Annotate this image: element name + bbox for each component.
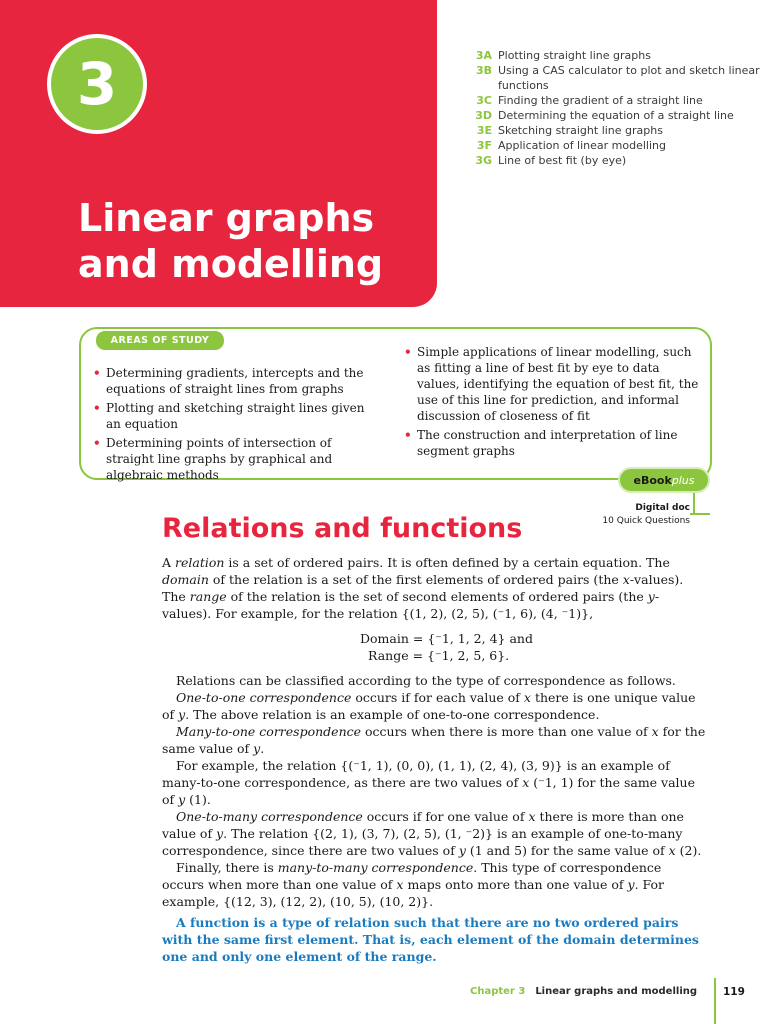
chapter-contents [462,48,762,168]
chapter-title-line2: and modelling [78,242,384,286]
toc-title: Finding the gradient of a straight line [498,94,703,107]
text: occurs if for one value of [362,809,529,824]
variable: y [627,877,635,892]
list-item [404,427,704,459]
variable: x [523,690,531,705]
ebook-connector [693,493,695,515]
toc-code: 3G [475,154,492,167]
text: occurs if for each value of [351,690,524,705]
text: A [162,555,176,570]
text: for the same value of [162,724,706,756]
paragraph [162,554,707,622]
text: -values). The [162,572,684,604]
term: Many-to-one correspondence [176,724,362,739]
variable: x [528,809,536,824]
toc-title: Plotting straight line graphs [498,49,651,62]
paragraph [162,859,707,910]
toc-item [462,138,762,153]
variable: y [178,707,186,722]
toc-item [462,48,762,63]
text: -values). For example, for the relation {(1, 2), (2, 5), (⁻1, 6), (4, ⁻1)}, [162,589,660,621]
digital-doc-title: Digital doc [635,503,690,513]
domain-equation: Domain = {⁻1, 1, 2, 4} and [360,631,533,646]
footer-chapter-title: Linear graphs and modelling [535,986,698,997]
toc-item [462,108,762,123]
term: One-to-one correspondence [176,690,352,705]
chapter-title-line1: Linear graphs [78,196,375,240]
toc-item [462,153,762,168]
text: is a set of ordered pairs. It is often defined by a certain equation. The [224,555,670,570]
text: (⁻1, 1) for the same value of [162,775,695,807]
term: relation [175,555,225,570]
term: domain [162,572,209,587]
bullet-icon: • [404,428,412,442]
toc-item [462,63,762,93]
toc-title: Using a CAS calculator to plot and sketch linear functions [498,64,760,92]
list-item-text: The construction and interpretation of line segment graphs [417,428,678,458]
areas-of-study-left-list [93,365,383,486]
page-number: 119 [723,986,745,998]
text: maps onto more than one value of [403,877,628,892]
term: range [189,589,227,604]
paragraph [162,723,707,757]
variable: x [522,775,530,790]
toc-item [462,93,762,108]
text: (2). [675,843,702,858]
variable: y [253,741,261,756]
list-item-text: Determining points of intersection of straight line graphs by graphical and algebraic methods [106,436,333,482]
text: there is one unique value of [162,690,696,722]
range-equation: Range = {⁻1, 2, 5, 6}. [368,648,510,663]
page-footer [470,986,697,997]
digital-doc-link[interactable] [600,502,690,528]
variable: x [622,572,630,587]
list-item-text: Plotting and sketching straight lines given an equation [106,401,365,431]
variable: y [216,826,224,841]
variable: x [396,877,404,892]
list-item [93,365,383,397]
section-body [162,554,707,965]
areas-of-study-right-list [404,344,704,462]
list-item [93,435,383,483]
term: many-to-many correspondence [277,860,474,875]
list-item-text: Simple applications of linear modelling, such as fitting a line of best fit by eye to data values, identifying the equation of best fit, the use of this line for prediction, and informal discussion of closeness of fit [417,345,699,423]
domain-range-equations [162,630,707,664]
variable: x [668,843,676,858]
text: (1). [185,792,211,807]
section-heading: Relations and functions [162,513,523,544]
list-item-text: Determining gradients, intercepts and the equations of straight lines from graphs [106,366,364,396]
text: occurs when there is more than one value of [361,724,652,739]
function-definition: A function is a type of relation such that there are no two ordered pairs with the same first element. That is, each element of the domain determines one and only one element of the range. [162,915,699,964]
text: . For example, {(12, 3), (12, 2), (10, 5), (10, 2)}. [162,877,665,909]
paragraph: Relations can be classified according to the type of correspondence as follows. [176,673,676,688]
bullet-icon: • [93,401,101,415]
variable: y [458,843,466,858]
ebookplus-badge[interactable] [618,467,710,493]
toc-title: Line of best fit (by eye) [498,154,627,167]
chapter-title [78,195,428,287]
text: there is more than one value of [162,809,684,841]
toc-title: Determining the equation of a straight line [498,109,734,122]
text: (1 and 5) for the same value of [465,843,669,858]
variable: y [178,792,186,807]
toc-code: 3D [475,109,492,122]
text: of the relation is the set of second elements of ordered pairs (the [226,589,648,604]
term: One-to-many correspondence [176,809,363,824]
text: . This type of correspondence occurs when more than one value of [162,860,662,892]
toc-code: 3E [476,124,492,137]
toc-code: 3C [476,94,492,107]
variable: x [651,724,659,739]
paragraph [162,808,707,859]
list-item [93,400,383,432]
text: of the relation is a set of the first elements of ordered pairs (the [208,572,623,587]
text: . The relation {(2, 1), (3, 7), (2, 5), (1, ⁻2)} is an example of one-to-many correspondence, since there are two values of [162,826,683,858]
ebook-connector [690,513,710,515]
variable: y [647,589,655,604]
paragraph [162,757,707,808]
paragraph [162,689,707,723]
ebook-plus-label: plus [671,473,695,487]
text: . The above relation is an example of one-to-one correspondence. [185,707,600,722]
areas-of-study-label: AREAS OF STUDY [96,331,224,350]
ebook-label: eBook [633,473,672,487]
list-item [404,344,704,424]
footer-divider [714,978,716,1024]
digital-doc-subtitle: 10 Quick Questions [602,516,690,526]
chapter-number-badge: 3 [47,34,147,134]
toc-title: Application of linear modelling [498,139,666,152]
toc-title: Sketching straight line graphs [498,124,663,137]
text: . [260,741,265,756]
footer-chapter-label: Chapter 3 [470,986,526,997]
text: Finally, there is [176,860,278,875]
toc-code: 3B [475,64,492,77]
toc-code: 3A [475,49,492,62]
text: For example, the relation {(⁻1, 1), (0, 0), (1, 1), (2, 4), (3, 9)} is an example of many-to-one correspondence, as there are two values of [162,758,670,790]
toc-code: 3F [476,139,492,152]
bullet-icon: • [93,366,101,380]
bullet-icon: • [93,436,101,450]
bullet-icon: • [404,345,412,359]
toc-item [462,123,762,138]
